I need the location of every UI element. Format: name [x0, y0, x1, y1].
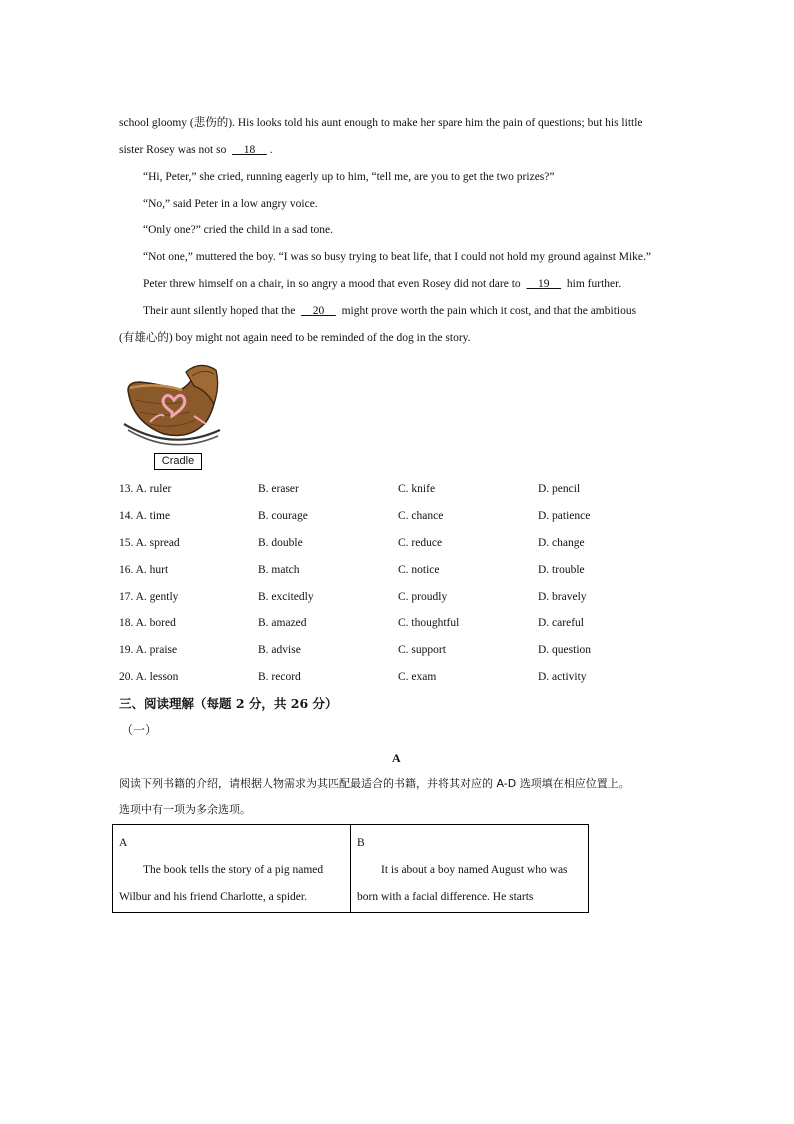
option-c: C. exam — [398, 671, 437, 683]
option-d: D. trouble — [538, 564, 585, 576]
part-heading: A — [392, 751, 401, 765]
option-d: D. careful — [538, 617, 584, 629]
passage-line-2 — [119, 143, 273, 157]
passage-line-3: “Hi, Peter,” she cried, running eagerly up to him, “tell me, are you to get the two prizes?” — [143, 171, 555, 183]
passage-text: him further. — [564, 278, 622, 290]
blank-18: 18 — [243, 144, 256, 156]
cradle-icon — [120, 360, 224, 450]
option-c: C. proudly — [398, 591, 448, 603]
question-row-13 — [119, 482, 679, 496]
passage-line-9: (有雄心的) boy might not again need to be reminded of the dog in the story. — [119, 332, 471, 344]
book-box-b — [350, 824, 589, 913]
question-row-15 — [119, 536, 679, 550]
passage-text: sister Rosey was not so — [119, 144, 230, 156]
option-a: 16. A. hurt — [119, 564, 169, 576]
option-d: D. patience — [538, 510, 591, 522]
option-b: B. match — [258, 564, 300, 576]
passage-line-5: “Only one?” cried the child in a sad tone. — [143, 224, 333, 236]
option-b: B. excitedly — [258, 591, 314, 603]
option-a: 14. A. time — [119, 510, 171, 522]
question-row-18 — [119, 616, 679, 630]
instruction-line-1: 阅读下列书籍的介绍，请根据人物需求为其匹配最适合的书籍，并将其对应的 A-D 选项填在相应位置上。 — [119, 777, 630, 790]
option-b: B. double — [258, 537, 303, 549]
blank-19: 19 — [538, 278, 550, 290]
question-row-19 — [119, 643, 679, 657]
passage-text: might prove worth the pain which it cost, and that the ambitious — [338, 305, 637, 317]
section-subtitle: （一） — [121, 723, 158, 737]
option-c: C. knife — [398, 483, 436, 495]
question-row-16 — [119, 563, 679, 577]
option-b: B. advise — [258, 644, 301, 656]
book-text: The book tells the story of a pig named — [143, 864, 324, 876]
option-b: B. eraser — [258, 483, 299, 495]
option-a: 19. A. praise — [119, 644, 178, 656]
option-c: C. chance — [398, 510, 444, 522]
passage-line-8 — [143, 304, 636, 318]
book-text: Wilbur and his friend Charlotte, a spider. — [119, 891, 307, 903]
option-d: D. activity — [538, 671, 587, 683]
option-d: D. question — [538, 644, 592, 656]
option-d: D. bravely — [538, 591, 587, 603]
option-a: 15. A. spread — [119, 537, 180, 549]
option-a: 17. A. gently — [119, 591, 179, 603]
book-box-a — [112, 824, 351, 913]
option-b: B. courage — [258, 510, 308, 522]
option-a: 20. A. lesson — [119, 671, 179, 683]
book-text: It is about a boy named August who was — [381, 864, 568, 876]
option-a: 18. A. bored — [119, 617, 176, 629]
book-text: born with a facial difference. He starts — [357, 891, 534, 903]
cradle-caption: Cradle — [154, 453, 202, 470]
option-b: B. record — [258, 671, 301, 683]
blank-20: 20 — [312, 305, 325, 317]
passage-line-1: school gloomy (悲伤的). His looks told his aunt enough to make her spare him the pain of questions; but his little — [119, 117, 643, 129]
book-label: B — [357, 837, 365, 849]
passage-text: Their aunt silently hoped that the — [143, 305, 299, 317]
instruction-line-2: 选项中有一项为多余选项。 — [119, 803, 251, 816]
option-c: C. thoughtful — [398, 617, 460, 629]
option-a: 13. A. ruler — [119, 483, 172, 495]
passage-text: . — [269, 144, 273, 156]
option-b: B. amazed — [258, 617, 307, 629]
option-d: D. change — [538, 537, 585, 549]
option-d: D. pencil — [538, 483, 581, 495]
option-c: C. support — [398, 644, 446, 656]
question-row-20 — [119, 670, 679, 684]
option-c: C. notice — [398, 564, 440, 576]
book-label: A — [119, 837, 128, 849]
option-c: C. reduce — [398, 537, 443, 549]
passage-text: Peter threw himself on a chair, in so angry a mood that even Rosey did not dare to — [143, 278, 524, 290]
passage-line-4: “No,” said Peter in a low angry voice. — [143, 198, 318, 210]
question-row-14 — [119, 509, 679, 523]
passage-line-6: “Not one,” muttered the boy. “I was so busy trying to beat life, that I could not hold my ground against Mike.” — [143, 251, 652, 263]
passage-line-7 — [143, 277, 621, 291]
section-title: 三、阅读理解（每题 2 分，共 26 分） — [119, 696, 338, 711]
question-row-17 — [119, 590, 679, 604]
